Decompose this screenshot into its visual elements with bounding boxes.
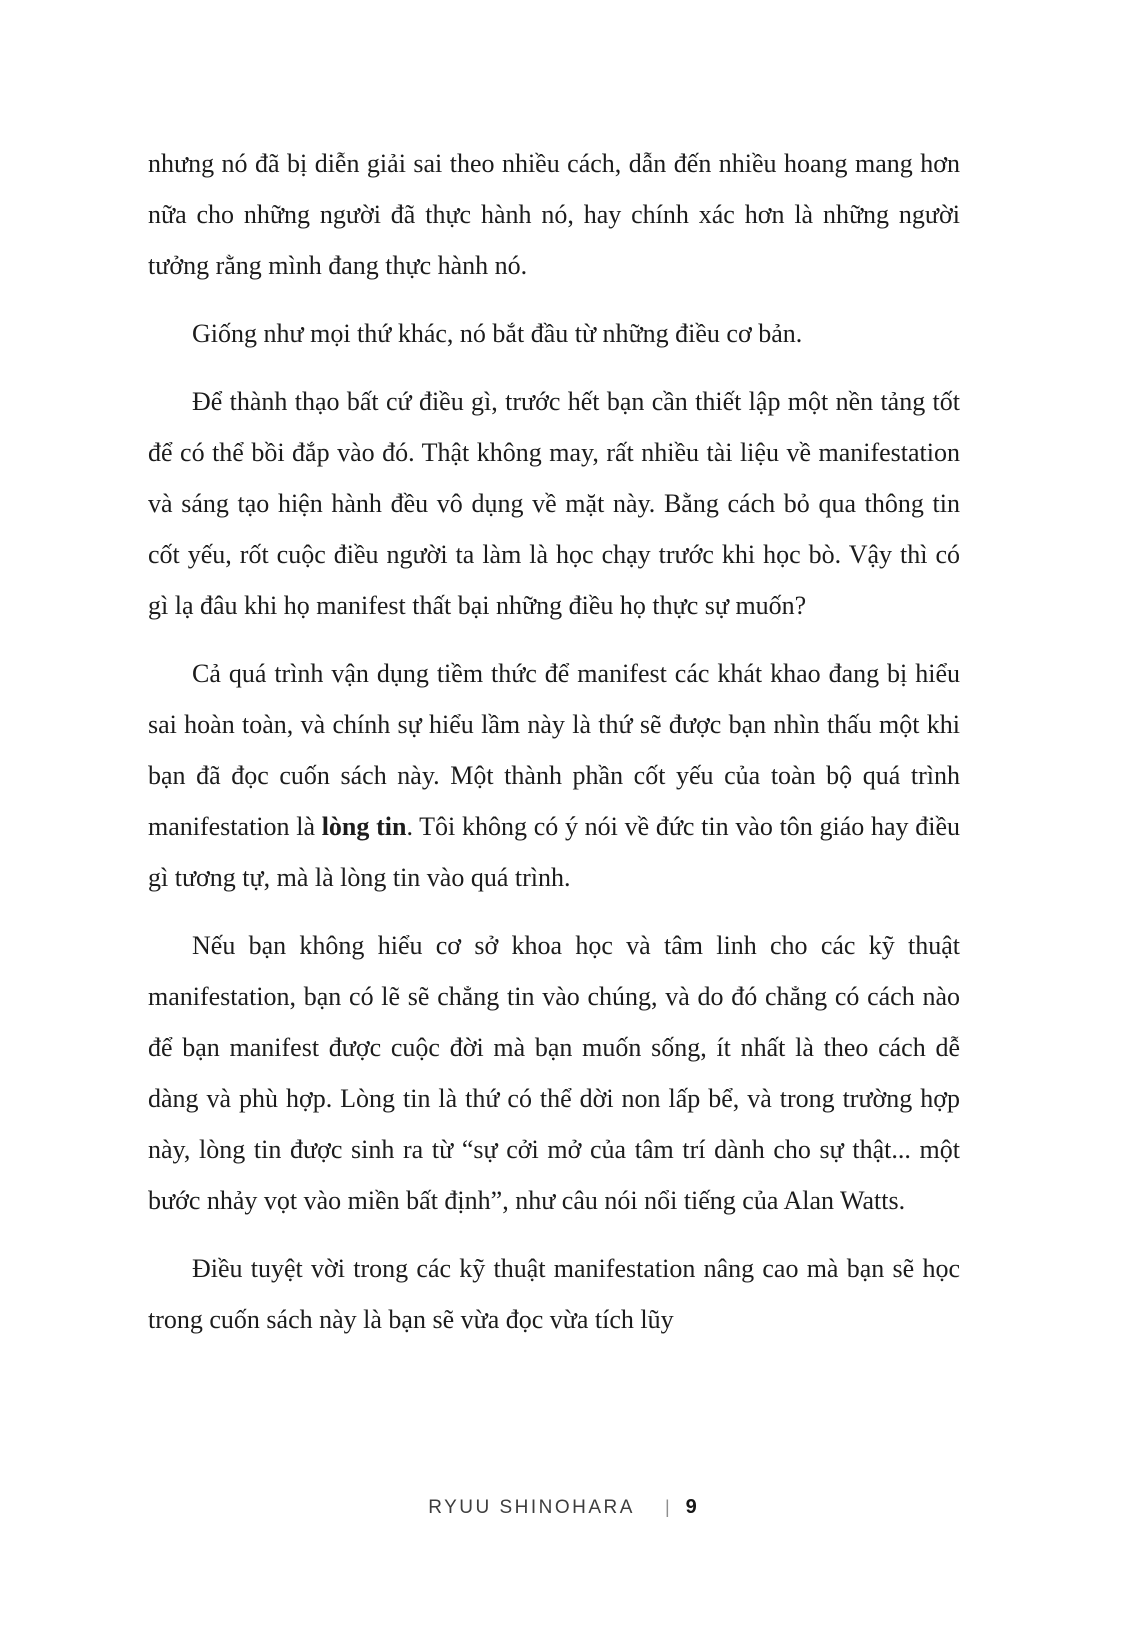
footer-author: RYUU SHINOHARA <box>428 1497 635 1518</box>
body-text: Điều tuyệt vời trong các kỹ thuật manifestation nâng cao mà bạn sẽ học trong cuốn sách này là bạn sẽ vừa đọc vừa tích lũy <box>148 1254 960 1334</box>
body-text: Giống như mọi thứ khác, nó bắt đầu từ những điều cơ bản. <box>192 319 803 348</box>
footer-page-number: 9 <box>685 1496 698 1518</box>
body-text: nhưng nó đã bị diễn giải sai theo nhiều cách, dẫn đến nhiều hoang mang hơn nữa cho những người đã thực hành nó, hay chính xác hơn là những người tưởng rằng mình đang thực hành nó. <box>148 149 960 280</box>
paragraph <box>148 138 960 291</box>
paragraph <box>148 648 960 903</box>
paragraph <box>148 920 960 1226</box>
footer-separator: | <box>664 1497 670 1517</box>
text-block <box>148 138 960 1362</box>
page-footer <box>0 1496 1126 1519</box>
body-text: . Tôi không có ý nói về đức tin vào tôn giáo hay điều gì tương tự, mà là lòng tin vào quá trình. <box>148 812 960 892</box>
paragraph <box>148 376 960 631</box>
body-text: Cả quá trình vận dụng tiềm thức để manifest các khát khao đang bị hiểu sai hoàn toàn, và chính sự hiểu lầm này là thứ sẽ được bạn nhìn thấu một khi bạn đã đọc cuốn sách này. Một thành phần cốt yếu của toàn bộ quá trình manifestation là <box>148 659 960 841</box>
body-text: Để thành thạo bất cứ điều gì, trước hết bạn cần thiết lập một nền tảng tốt để có thể bồi đắp vào đó. Thật không may, rất nhiều tài liệu về manifestation và sáng tạo hiện hành đều vô dụng về mặt này. Bằng cách bỏ qua thông tin cốt yếu, rốt cuộc điều người ta làm là học chạy trước khi học bò. Vậy thì có gì lạ đâu khi họ manifest thất bại những điều họ thực sự muốn? <box>148 387 960 620</box>
paragraph <box>148 308 960 359</box>
body-text: Nếu bạn không hiểu cơ sở khoa học và tâm linh cho các kỹ thuật manifestation, bạn có lẽ sẽ chẳng tin vào chúng, và do đó chẳng có cách nào để bạn manifest được cuộc đời mà bạn muốn sống, ít nhất là theo cách dễ dàng và phù hợp. Lòng tin là thứ có thể dời non lấp bể, và trong trường hợp này, lòng tin được sinh ra từ “sự cởi mở của tâm trí dành cho sự thật... một bước nhảy vọt vào miền bất định”, như câu nói nổi tiếng của Alan Watts. <box>148 931 960 1215</box>
paragraph <box>148 1243 960 1345</box>
bold-text: lòng tin <box>321 812 407 841</box>
